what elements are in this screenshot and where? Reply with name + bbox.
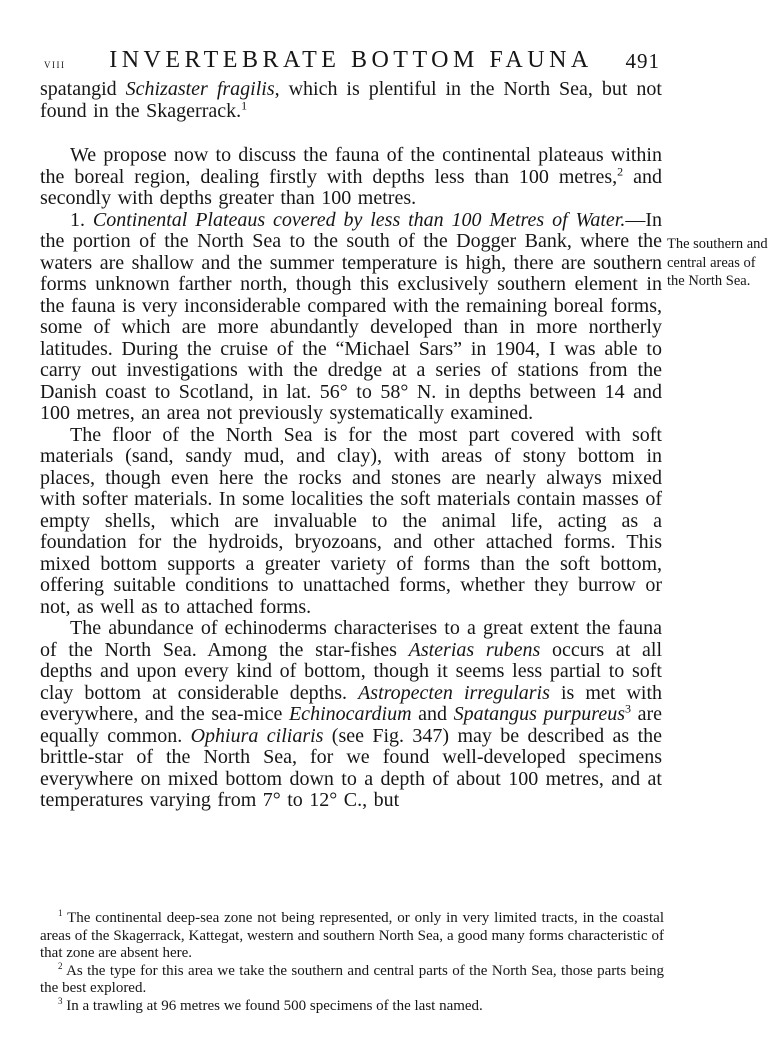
footnotes [40, 910, 664, 1015]
body-paragraph: The abundance of echinoderms characterises to a great extent the fauna of the North Sea. Among the star-fishes Asterias rubens occurs at all depths and upon every kind of bottom, though it seems less partial to soft clay bottom at considerable depths. Astropecten irregularis is met with everywhere, and the sea-mice Echinocardium and Spatangus purpureus$^3$ are equally common. Ophiura ciliaris (see Fig. 347) may be described as the brittle-star of the North Sea, for we found well-developed specimens everywhere on mixed bottom down to a depth of about 100 metres, and at temperatures varying from 7° to 12° C., but [40, 617, 663, 811]
margin-note: The southern and central areas of the North Sea. [667, 236, 768, 289]
body-paragraph: spatangid Schizaster fragilis, which is plentiful in the North Sea, but not found in the Skagerrack.$^1$ [40, 78, 662, 122]
chapter-folio: viii [44, 56, 66, 71]
body-text [40, 79, 662, 812]
page-number: 491 [625, 49, 660, 73]
page-title: INVERTEBRATE BOTTOM FAUNA [109, 47, 593, 73]
footnote: $^2$ As the type for this area we take the southern and central parts of the North Sea, those parts being the best explored. [40, 960, 664, 996]
body-paragraph: 1. Continental Plateaus covered by less than 100 Metres of Water.—In the portion of the North Sea to the south of the Dogger Bank, where the waters are shallow and the summer temperature is high, there are southern forms unknown farther north, though this exclusively southern element in the fauna is very inconsiderable compared with the remaining boreal forms, some of which are more abundantly developed than in more northerly latitudes. During the cruise of the “Michael Sars” in 1904, I was able to carry out investigations with the dredge at a series of stations from the Danish coast to Scotland, in lat. 56° to 58° N. in depths between 14 and 100 metres, an area not previously systematically examined. [40, 208, 662, 424]
body-paragraph: We propose now to discuss the fauna of the continental plateaus within the boreal region, dealing firstly with depths less than 100 metres,$^2$ and secondly with depths greater than 100 metres. [40, 144, 662, 209]
footnote: $^3$ In a trawling at 96 metres we found 500 specimens of the last named. [58, 995, 483, 1014]
footnote: $^1$ The continental deep-sea zone not being represented, or only in very limited tracts, in the coastal areas of the Skagerrack, Kattegat, western and southern North Sea, a good many forms characteristic of that zone are absent here. [40, 908, 664, 961]
body-paragraph: The floor of the North Sea is for the most part covered with soft materials (sand, sandy mud, and clay), with areas of stony bottom in places, though even here the rocks and stones are nearly always mixed with softer materials. In some localities the soft materials contain masses of empty shells, which are invaluable to the animal life, acting as a foundation for the hydroids, bryozoans, and other attached forms. This mixed bottom supports a greater variety of forms than the soft bottom, offering suitable conditions to unattached forms, whether they burrow or not, as well as to attached forms. [40, 423, 662, 618]
running-head [40, 46, 662, 76]
